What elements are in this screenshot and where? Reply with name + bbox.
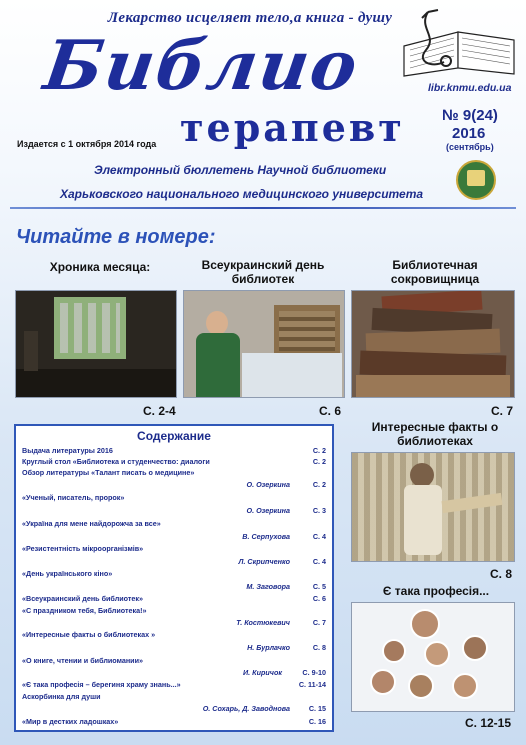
university-seal-icon: [456, 160, 496, 200]
toc-item-title: «Всеукраинский день библиотек»: [22, 594, 144, 603]
toc-item-page: С. 5: [312, 582, 326, 591]
toc-item-page: С. 7: [312, 618, 326, 627]
toc-item-page: С. 4: [312, 532, 326, 541]
motto: Лекарство исцеляет тело,а книга - душу: [107, 10, 393, 26]
feature-pages-treasury: С. 7: [491, 404, 514, 418]
issue-year: 2016: [452, 125, 486, 142]
feature-pages-profession: С. 12-15: [465, 716, 512, 730]
treasury-photo[interactable]: [351, 290, 515, 398]
header-divider: [10, 207, 516, 209]
issue-number: № 9(24): [442, 107, 498, 124]
toc-title: Содержание: [137, 429, 211, 443]
toc-item-author: О. Озеркина: [246, 480, 290, 489]
toc-item-page: С. 11-14: [298, 680, 326, 689]
toc-item-title: «Интересные факты о библиотеках »: [22, 630, 156, 639]
read-in-issue-heading: Читайте в номере:: [16, 226, 216, 248]
toc-item-page: С. 2: [312, 457, 326, 466]
published-since: Издается с 1 октября 2014 года: [17, 139, 157, 149]
toc-item-author: Т. Костюкевич: [236, 618, 290, 627]
logo-line1: Библио: [39, 26, 364, 106]
toc-item-page: С. 2: [312, 446, 326, 455]
toc-item-title: «День українського кіно»: [22, 569, 113, 578]
facts-illustration[interactable]: [351, 452, 515, 562]
toc-item-title: «О книге, чтении и библиомании»: [22, 656, 144, 665]
toc-item-title: Аскорбинка для души: [22, 692, 101, 701]
feature-caption-library-day: Всеукраинский день библиотек: [201, 258, 325, 286]
feature-pages-library-day: С. 6: [319, 404, 342, 418]
toc-item-title: Круглый стол «Библиотека и студенчество: диалоги: [22, 457, 210, 466]
toc-item-author: О. Сохарь, Д. Заводнова: [202, 704, 290, 713]
issue-month: (сентябрь): [446, 142, 494, 152]
toc-item-page: С. 3: [312, 506, 326, 515]
library-day-photo[interactable]: [183, 290, 345, 398]
toc-item-author: О. Озеркина: [246, 506, 290, 515]
subtitle-line2: Харьковского национального медицинского университета: [60, 187, 424, 201]
toc-item-title: Выдача литературы 2016: [22, 446, 113, 455]
toc-item-title: «Мир в дестких ладошках»: [22, 717, 119, 726]
feature-pages-chronicle: С. 2-4: [143, 404, 176, 418]
toc-item-page: С. 16: [308, 717, 326, 726]
toc-item-author: Н. Бурлачко: [247, 643, 290, 652]
website-link[interactable]: libr.knmu.edu.ua: [428, 82, 512, 94]
toc-item-page: С. 8: [312, 643, 326, 652]
feature-pages-facts: С. 8: [490, 567, 513, 581]
toc-item-title: «Україна для мене найдорожча за все»: [22, 519, 161, 528]
profession-collage[interactable]: [351, 602, 515, 712]
logo-line2: терапевт: [180, 105, 405, 150]
feature-caption-treasury: Библиотечная сокровищница: [390, 258, 480, 286]
chronicle-photo[interactable]: [15, 290, 177, 398]
toc-item-author: И. Киричок: [243, 668, 282, 677]
toc-item-page: С. 15: [308, 704, 326, 713]
table-of-contents: [14, 424, 334, 732]
toc-item-title: «Є така професія – берегиня храму знань...»: [22, 680, 181, 689]
toc-item-author: В. Серпухова: [242, 532, 290, 541]
toc-item-title: «Ученый, писатель, пророк»: [22, 493, 125, 502]
toc-item-author: М. Заговора: [246, 582, 290, 591]
feature-caption-profession: Є така професія...: [382, 584, 490, 598]
toc-item-page: С. 9-10: [302, 668, 326, 677]
toc-item-page: С. 6: [312, 594, 326, 603]
toc-item-page: С. 2: [312, 480, 326, 489]
toc-item-page: С. 4: [312, 557, 326, 566]
open-book-illustration: [398, 6, 520, 78]
toc-item-title: «Резистентність мікроорганізмів»: [22, 544, 144, 553]
toc-item-title: Обзор литературы «Талант писать о медицине»: [22, 468, 195, 477]
toc-item-author: Л. Скрипченко: [238, 557, 290, 566]
feature-caption-facts: Интересные факты о библиотеках: [371, 420, 499, 448]
feature-caption-chronicle: Хроника месяца:: [49, 260, 151, 274]
subtitle-line1: Электронный бюллетень Научной библиотеки: [94, 163, 387, 177]
toc-item-title: «С праздником тебя, Библиотека!»: [22, 606, 147, 615]
